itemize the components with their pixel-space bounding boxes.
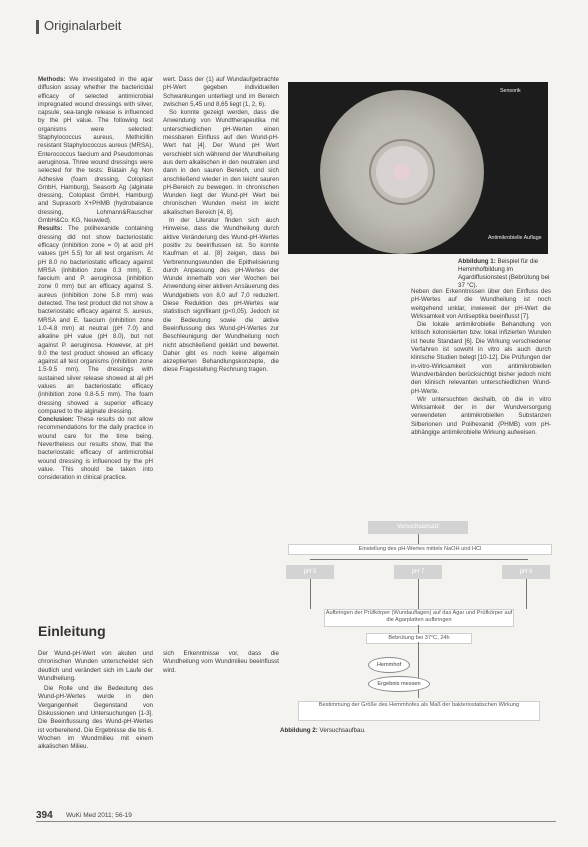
diagram-ph-box-a: pH 5 <box>286 565 334 579</box>
col3-paragraph-1: Neben den Erkenntnissen über den Einfluss des pH-Wertes auf die Wundheilung ist noch weitgehend unklar, inwieweit der pH-Wert die Wirksamkeit von Antiseptika beeinflusst [7]. <box>411 288 551 320</box>
intro-column-1 <box>38 650 153 754</box>
figure-2-caption <box>280 727 480 735</box>
section-heading-einleitung: Einleitung <box>38 623 106 639</box>
col4-paragraph-1: Wir untersuchten deshalb, ob die in vitro Wirksamkeit der in der Wundversorgung verwendeten antimikrobiellen Substanzen Silberionen und Polihexanid (PHMB) vom pH-abhängige antimikrobielle Wirkung aufweisen. <box>411 395 551 437</box>
results-lead: Results: <box>38 225 63 233</box>
figure-2-caption-text: Versuchsaufbau. <box>319 727 366 734</box>
diagram-node-2: Ergebnis messen <box>368 676 430 692</box>
photo-label-bottom: Antimikrobielle Auflage <box>488 235 542 241</box>
col2-paragraph-3: In der Literatur finden sich auch Hinweise, dass die Wundheilung durch aktive Veränderung des Wund-pH-Wertes positiv zu beeinflussen ist. So konnte Kaufman et al. [8] zeigen, dass bei Verbrennungswunden die Epithelisierung durch Anpassung des pH-Wertes der Wunde innerhalb von vier Wochen bei Anwendung einer aktiven Ansäuerung des Wundgebiets von 8,0 auf 7,0 reduziert. Diese Reduktion des pH-Wertes war statistisch signifikant (p<0,05). Jedoch ist die Bedeutung sowie die aktive Beeinflussung des Wund-pH-Wertes zur Beschleunigung der Wundheilung noch nicht abschließend geklärt und bewertet. Daher gibt es noch keine allgemein akzeptierten Behandlungskonzepte, die diese Fragestellung Rechnung tragen. <box>163 217 279 374</box>
diagram-connector <box>310 579 311 609</box>
figure-1-caption-lead: Abbildung 1: <box>458 258 496 265</box>
figure-1-caption-text: Beispiel für die Hemmhofbildung im Agardiffusionstest (Bebrütung bei 37 °C). <box>458 258 550 289</box>
diagram-connector <box>418 579 419 609</box>
diagram-node-1: Hemmhof <box>368 657 410 673</box>
diagram-connector <box>418 625 419 633</box>
col2-paragraph-2: So konnte gezeigt werden, dass die Anwendung von Wundtherapeutika mit unterschiedlichen pH-Werten einen messbaren Einfluss auf den Wund-pH-Wert hat [4]. Der Wund pH Wert verschiebt sich während der Wundheilung aus dem alkalischen in den neutralen und dann in den sauren Bereich, und sich anschließend wieder in den leicht sauren pH-Bereich zu bewegen. In chronischen Wunden liegt der Wund-pH Wert bei chronischen Wunden meist im leicht alkalischen Bereich [4, 8]. <box>163 109 279 216</box>
figure-2-caption-lead: Abbildung 2: <box>280 727 318 734</box>
diagram-top-box: Versuchsansatz <box>368 521 468 534</box>
col2-paragraph-1: wert. Dass der (1) auf Wundaufgebrachte pH-Wert gegeben individuellen Schwankungen unterliegt und im Bereich zwischen 5,45 und 8,65 liegt (1, 2, 6). <box>163 76 279 108</box>
intro-paragraph-1: Der Wund-pH-Wert von akuten und chronischen Wunden unterscheidet sich deutlich und verändert sich im Laufe der Wundheilung. <box>38 650 153 682</box>
diagram-ph-box-c: pH 8 <box>502 565 550 579</box>
figure-1-caption <box>458 258 554 290</box>
journal-reference: WuKi Med 2011; 56-19 <box>66 812 132 819</box>
test-specimen <box>394 164 410 180</box>
conclusion-lead: Conclusion: <box>38 416 74 424</box>
col3-paragraph-2: Die lokale antimikrobielle Behandlung von kritisch kolonisierten bzw. lokal infizierten Wunden ist heute Standard [6]. Die Wirkung verschiedener Verfahren ist sowohl in vitro als auch durch klinische Studien belegt [10-12]. Die Prüfungen der in-vitro-Wirksamkeit von antimikrobiellen Wundverbänden berücksichtigt bisher jedoch nicht den klinisch relevanten unterschiedlichen Wund-pH-Werte. <box>411 321 551 395</box>
diagram-step-1: Einstellung des pH-Wertes mittels NaOH und HCl <box>288 544 552 555</box>
intro-paragraph-2: Die Rolle und die Bedeutung des Wund-pH-Wertes wurde in den Vergangenheit Gegenstand von Diskussionen und Untersuchungen [1-3]. Die Beeinflussung des Wund-pH-Wertes ist vorbereitend. Die Ergebnisse die bis 6. Wochen im Wundmilieu mit einem alkalischen Milieu. <box>38 685 153 751</box>
diagram-ph-box-b: pH 7 <box>394 565 442 579</box>
diagram-connector <box>526 579 527 609</box>
abstract-column <box>38 76 153 483</box>
diagram-step-3: Bebrütung bei 37°C, 24h <box>366 633 472 644</box>
figure-2-diagram <box>280 521 560 813</box>
results-text: The polihexanide containing dressing did not show bacteriostatic efficacy (inhibition zone = 0) at acid pH values (pH 5.5) for all test organism. At pH 8.0 no bacteriostatic efficacy against MRSA (inhibition zone 0.3 mm), E. faecium and P. aeruginosa (inhibition zone 0 mm) but an efficacy against S. aureus (inhibition zone 5.8 mm) was detected. The test product did not show a bacteriostatic efficacy against S. aureus, MRSA and E. faecium (inhibition zone 1.0-4.8 mm) at neutral (pH 7.0) and alkaline pH value (pH 8.0), but not against P. aeruginosa. However, at pH 9.0 the test product showed an efficacy against all test organisms (inhibition zone 1.5-9.5 mm). The dressings with sustained silver release showed at all pH values an bacteriostatic efficacy (inhibition zone 0.8-5.5 mm). The foam dressing showed a superior efficacy compared to the alginate dressing. <box>38 225 153 415</box>
section-label: Originalarbeit <box>44 18 122 33</box>
body-column-2 <box>163 76 279 375</box>
diagram-connector <box>418 534 419 544</box>
body-column-4 <box>411 288 551 437</box>
footer-rule <box>36 821 556 822</box>
photo-label-top: Sensorik <box>500 88 521 94</box>
page-number: 394 <box>36 810 53 821</box>
methods-text: We investigated in the agar diffusion assay whether the bactericidal efficacy of selected antimicrobial impregnated wound dressings with silver, capsule, sea-tangle release is influenced by the pH value. The following test organisms were selected: Staphylococcus aureus, Methicillin resistant Staphylococcus aureus (MRSA), Enterococcus faecium and Pseudomonas aeruginosa. Three wound dressings were selected for the tests: Biatain Ag Non Adhesive (foam dressing, Coloplast GmbH, Hamburg), Seasorb Ag (alginate dressing, Coloplast GmbH, Hamburg) and Suprasorb X+PHMB (hydrobalance dressing, Lohmann&Rauscher GmbH&Co. KG, Neuwied). <box>38 76 153 225</box>
intro-col2-text: sich Erkenntnisse vor, dass die Wundheilung vom Wundmilieu beeinflusst wird. <box>163 650 279 674</box>
diagram-step-4: Bestimmung der Größe des Hemmhofes als Maß der bakteriostatischen Wirkung <box>298 701 540 721</box>
figure-1-photo <box>288 82 548 254</box>
conclusion-text: These results do not allow recommendations for the daily practice in wound care for the time being. Nevertheless our results show, that the bacteriostatic efficacy of antimicrobial wound dressing is influenced by the pH value. This should be taken into consideration in clinical practice. <box>38 416 153 482</box>
diagram-step-2: Aufbringen der Prüfkörper (Wundauflagen) auf das Agar und Prüfkörper auf die Agarplatten aufbringen <box>324 609 514 627</box>
methods-lead: Methods: <box>38 76 66 83</box>
diagram-connector <box>310 559 528 560</box>
intro-column-2 <box>163 650 279 675</box>
section-rule <box>36 20 39 34</box>
